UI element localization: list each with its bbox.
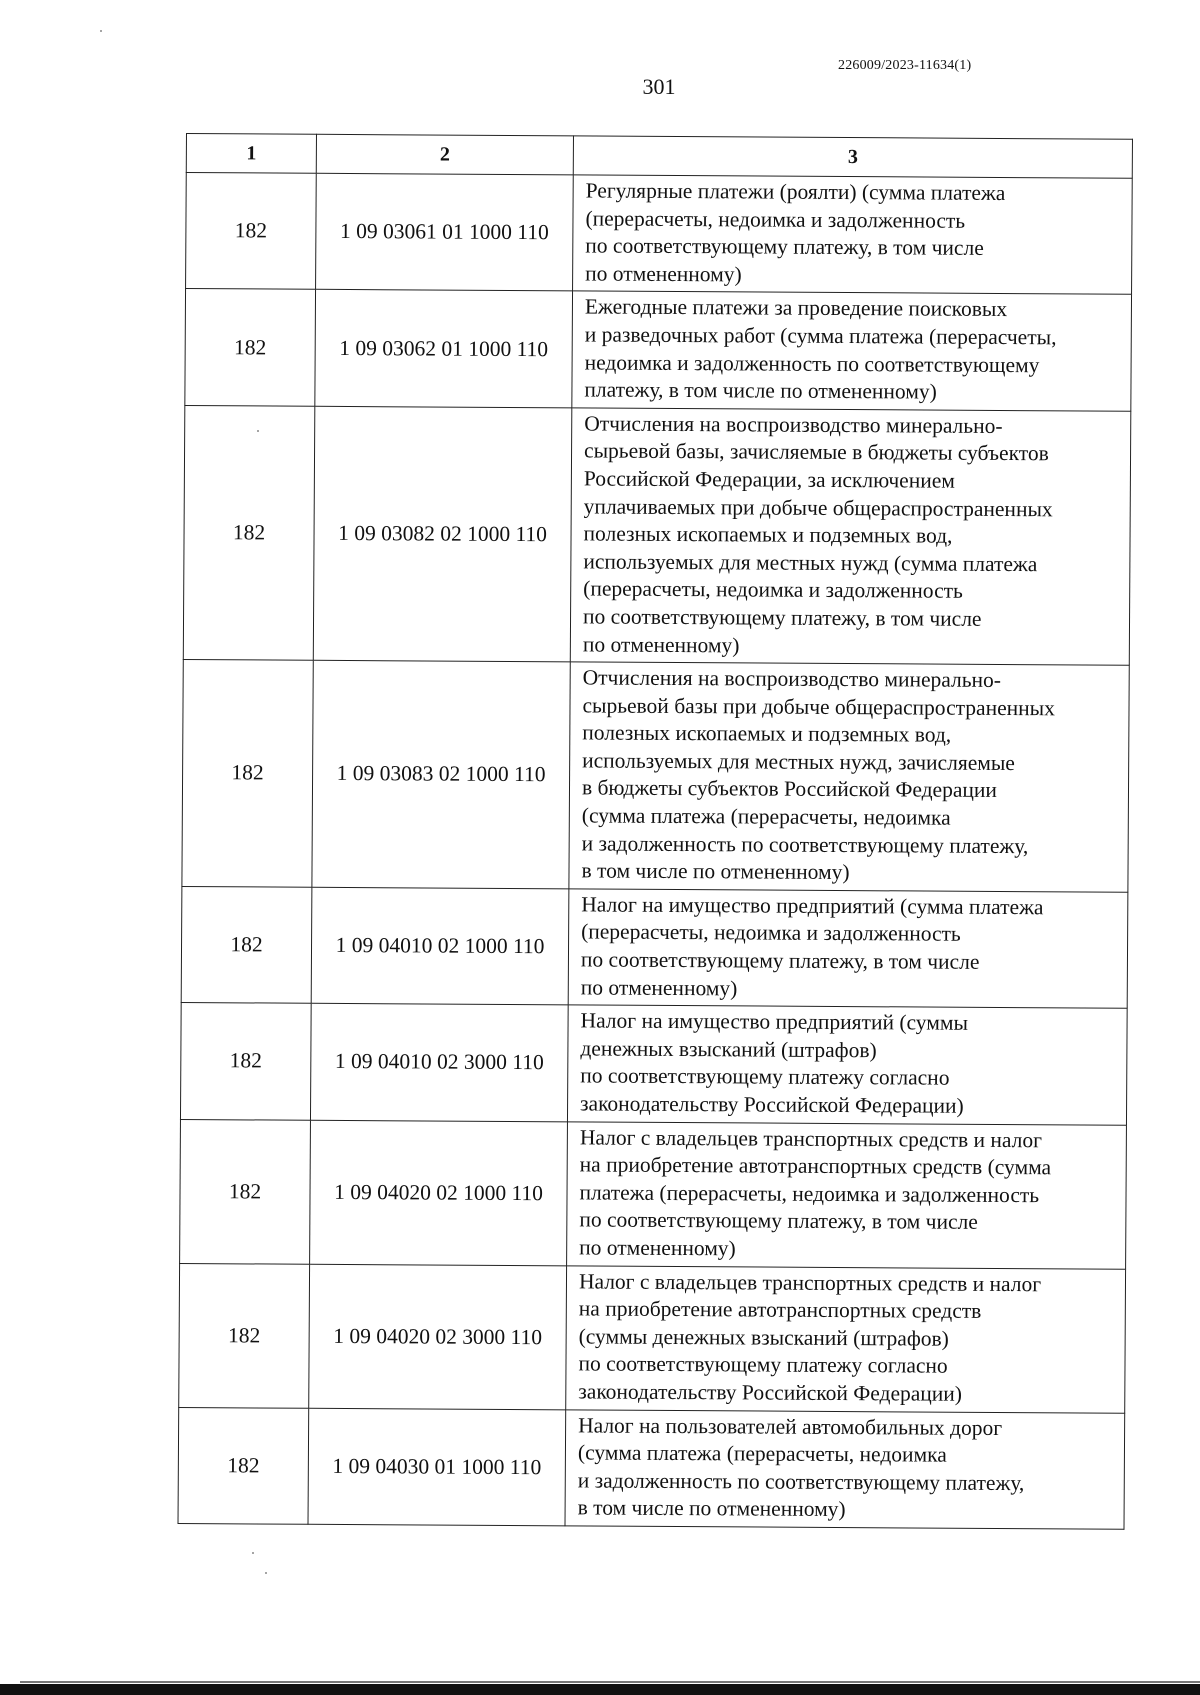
revenue-description-cell bbox=[565, 1409, 1125, 1529]
scan-speck bbox=[257, 430, 259, 432]
description-line: Отчисления на воспроизводство минерально- bbox=[584, 411, 1003, 438]
column-header-1: 1 bbox=[186, 134, 316, 174]
description-line: и разведочных работ (сумма платежа (перерасчеты, bbox=[584, 322, 1057, 350]
description-line: недоимка и задолженность по соответствующему bbox=[584, 350, 1040, 377]
table-row bbox=[180, 1119, 1127, 1269]
budget-classification-code-cell: 1 09 03061 01 1000 110 bbox=[316, 173, 574, 291]
admin-code-cell: 182 bbox=[179, 1263, 310, 1408]
description-line: (сумма платежа (перерасчеты, недоимка bbox=[577, 1440, 947, 1467]
revenue-description-cell bbox=[570, 408, 1131, 666]
budget-classification-code-cell: 1 09 04020 02 3000 110 bbox=[309, 1264, 567, 1410]
description-line: и задолженность по соответствующему платежу, bbox=[577, 1468, 1025, 1495]
scan-speck bbox=[100, 30, 102, 32]
description-line: в бюджеты субъектов Российской Федерации bbox=[581, 775, 997, 803]
description-line: по отмененному) bbox=[580, 975, 738, 1001]
description-line: (перерасчеты, недоимка и задолженность bbox=[583, 576, 963, 604]
table-header-row bbox=[186, 134, 1132, 179]
description-line: законодательству Российской Федерации) bbox=[578, 1379, 963, 1406]
description-line: (перерасчеты, недоимка и задолженность bbox=[585, 206, 966, 233]
description-line: по отмененному) bbox=[582, 631, 740, 657]
description-line: (перерасчеты, недоимка и задолженность bbox=[581, 919, 961, 947]
admin-code-cell: 182 bbox=[185, 289, 316, 406]
description-line: Ежегодные платежи за проведение поисковых bbox=[584, 294, 1008, 322]
table-row bbox=[182, 660, 1129, 893]
budget-classification-code-cell: 1 09 04020 02 1000 110 bbox=[310, 1120, 568, 1266]
description-line: Российской Федерации, за исключением bbox=[583, 466, 955, 493]
table-body bbox=[178, 173, 1132, 1530]
admin-code-cell: 182 bbox=[186, 173, 317, 290]
description-line: платежа (перерасчеты, недоимка и задолженность bbox=[579, 1180, 1040, 1208]
description-line: Налог на имущество предприятий (суммы bbox=[580, 1008, 969, 1036]
description-line: по соответствующему платежу, в том числе bbox=[582, 604, 982, 631]
admin-code-cell: 182 bbox=[183, 405, 315, 660]
description-line: сырьевой базы при добыче общераспространенных bbox=[582, 693, 1055, 721]
description-line: законодательству Российской Федерации) bbox=[580, 1091, 964, 1118]
description-line: платежу, в том числе по отмененному) bbox=[584, 377, 937, 404]
revenue-description-cell bbox=[566, 1265, 1126, 1412]
description-line: Налог с владельцев транспортных средств и налог bbox=[579, 1125, 1043, 1152]
table-row bbox=[180, 1003, 1127, 1125]
table-row bbox=[183, 405, 1131, 665]
description-line: (сумма платежа (перерасчеты, недоимка bbox=[581, 803, 951, 830]
budget-codes-table-wrapper bbox=[178, 133, 1132, 1530]
revenue-description-cell bbox=[572, 291, 1132, 411]
description-line: по соответствующему платежу согласно bbox=[580, 1063, 950, 1091]
description-line: используемых для местных нужд, зачисляемые bbox=[582, 748, 1015, 775]
table-row bbox=[186, 173, 1133, 295]
page-number: 301 bbox=[642, 74, 676, 99]
scan-edge-line bbox=[20, 1681, 1200, 1683]
table-row bbox=[179, 1263, 1126, 1413]
revenue-description-cell bbox=[568, 889, 1128, 1009]
revenue-description-cell bbox=[567, 1121, 1127, 1268]
table-row bbox=[181, 886, 1128, 1008]
description-line: на приобретение автотранспортных средств bbox=[578, 1296, 982, 1324]
admin-code-cell: 182 bbox=[180, 1119, 311, 1264]
table-row bbox=[178, 1407, 1125, 1529]
description-line: Налог на имущество предприятий (сумма платежа bbox=[581, 892, 1044, 920]
description-line: по отмененному) bbox=[585, 261, 742, 287]
budget-classification-code-cell: 1 09 03062 01 1000 110 bbox=[315, 290, 573, 408]
table-row bbox=[185, 289, 1132, 411]
revenue-description-cell bbox=[569, 662, 1129, 892]
description-line: уплачиваемых при добыче общераспространенных bbox=[583, 493, 1053, 521]
budget-classification-code-cell: 1 09 04030 01 1000 110 bbox=[308, 1408, 566, 1526]
column-header-2: 2 bbox=[316, 134, 573, 175]
description-line: по соответствующему платежу, в том числе bbox=[579, 1207, 978, 1235]
scan-bottom-border bbox=[0, 1684, 1200, 1695]
description-line: на приобретение автотранспортных средств (сумма bbox=[579, 1152, 1052, 1180]
description-line: сырьевой базы, зачисляемые в бюджеты субъектов bbox=[583, 438, 1049, 466]
description-line: Налог с владельцев транспортных средств и налог bbox=[578, 1268, 1042, 1296]
description-line: по отмененному) bbox=[579, 1235, 736, 1261]
revenue-description-cell bbox=[573, 175, 1133, 295]
admin-code-cell: 182 bbox=[181, 886, 312, 1003]
description-line: по соответствующему платежу, в том числе bbox=[580, 947, 980, 974]
description-line: по соответствующему платежу согласно bbox=[578, 1351, 948, 1379]
description-line: по соответствующему платежу, в том числе bbox=[585, 233, 984, 261]
scan-speck bbox=[252, 1552, 254, 1554]
budget-classification-code-cell: 1 09 03082 02 1000 110 bbox=[313, 406, 572, 662]
scan-speck bbox=[265, 1572, 267, 1574]
document-id: 226009/2023-11634(1) bbox=[838, 58, 972, 73]
description-line: в том числе по отмененному) bbox=[581, 858, 850, 885]
column-header-3: 3 bbox=[573, 136, 1132, 178]
description-line: Отчисления на воспроизводство минерально- bbox=[582, 665, 1002, 693]
description-line: в том числе по отмененному) bbox=[577, 1495, 846, 1522]
budget-classification-code-cell: 1 09 04010 02 1000 110 bbox=[311, 887, 569, 1005]
admin-code-cell: 182 bbox=[178, 1407, 309, 1524]
budget-classification-code-cell: 1 09 04010 02 3000 110 bbox=[310, 1003, 568, 1121]
description-line: (суммы денежных взысканий (штрафов) bbox=[578, 1324, 949, 1351]
description-line: полезных ископаемых и подземных вод, bbox=[583, 521, 953, 548]
admin-code-cell: 182 bbox=[180, 1003, 311, 1120]
budget-classification-code-cell: 1 09 03083 02 1000 110 bbox=[312, 660, 570, 888]
description-line: денежных взысканий (штрафов) bbox=[580, 1036, 877, 1063]
admin-code-cell: 182 bbox=[182, 660, 313, 888]
description-line: и задолженность по соответствующему платежу, bbox=[581, 831, 1029, 858]
description-line: полезных ископаемых и подземных вод, bbox=[582, 720, 952, 747]
description-line: используемых для местных нужд (сумма платежа bbox=[583, 549, 1038, 576]
revenue-description-cell bbox=[567, 1005, 1127, 1125]
budget-codes-table bbox=[178, 133, 1133, 1530]
description-line: Регулярные платежи (роялти) (сумма платежа bbox=[585, 178, 1006, 206]
description-line: Налог на пользователей автомобильных дорог bbox=[578, 1412, 1003, 1440]
